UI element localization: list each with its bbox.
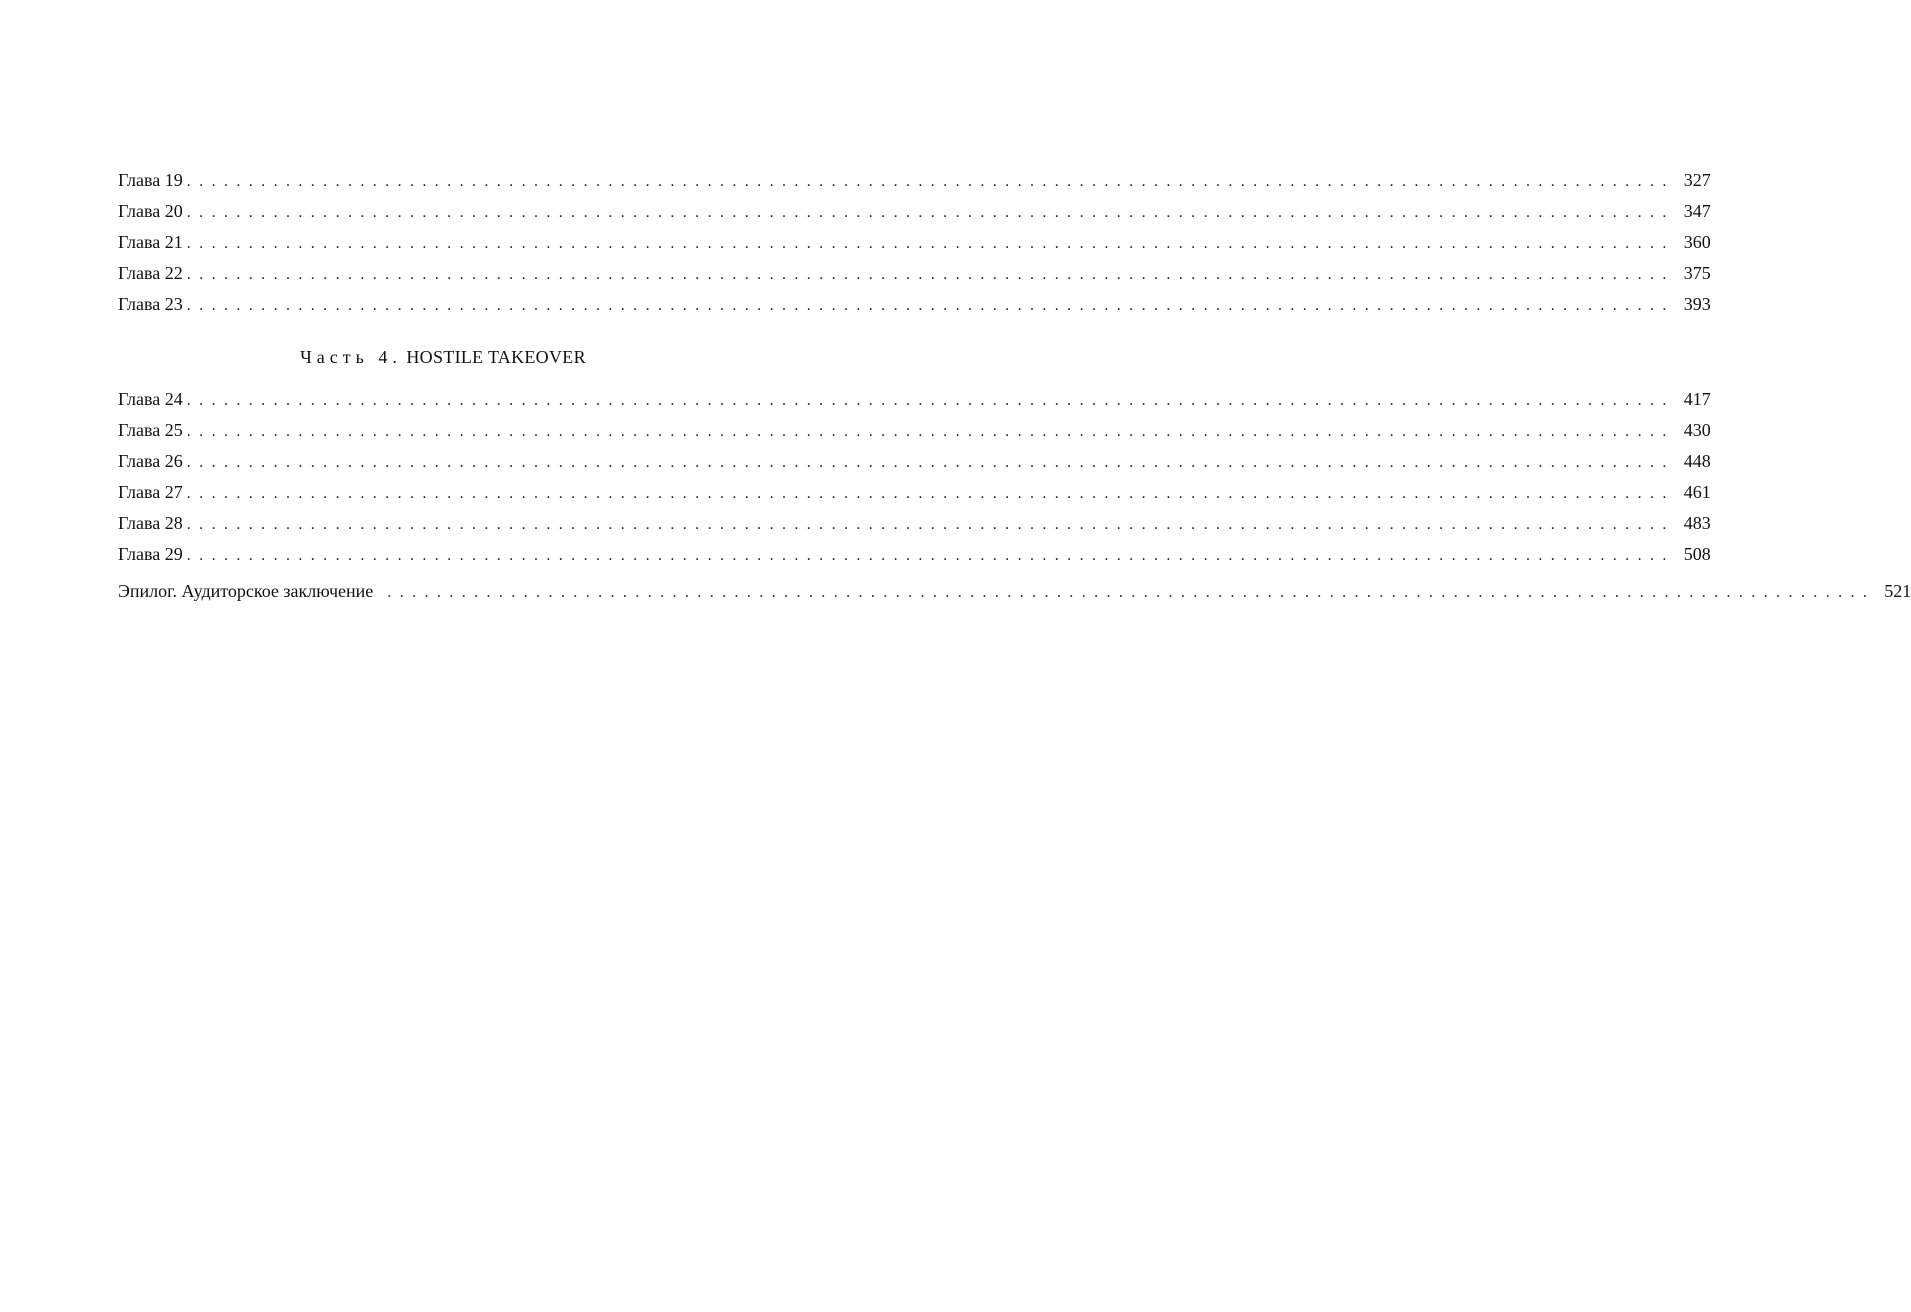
dot-leader: ........................................................................................................................ bbox=[186, 297, 1675, 314]
toc-entry-chapter-25 bbox=[118, 418, 1711, 449]
toc-entry-page-number: 375 bbox=[1683, 263, 1711, 283]
toc-entry-chapter-23 bbox=[118, 292, 1711, 323]
toc-entry-title: Глава 24 bbox=[118, 389, 183, 409]
toc-entry-chapter-27 bbox=[118, 480, 1711, 511]
toc-entry-chapter-28 bbox=[118, 511, 1711, 542]
toc-entry-page-number: 393 bbox=[1683, 294, 1711, 314]
toc-entry-title: Глава 26 bbox=[118, 451, 183, 471]
dot-leader: ........................................................................................................................ bbox=[186, 173, 1675, 190]
toc-entry-title: Глава 29 bbox=[118, 544, 183, 564]
toc-entry-chapter-24 bbox=[118, 387, 1711, 418]
toc-entry-title: Глава 19 bbox=[118, 170, 183, 190]
toc-entry-chapter-20 bbox=[118, 199, 1711, 230]
toc-entry-page-number: 417 bbox=[1683, 389, 1711, 409]
toc-entry-page-number: 448 bbox=[1683, 451, 1711, 471]
part-label: Часть 4. bbox=[300, 347, 402, 367]
toc-entry-page-number: 360 bbox=[1683, 232, 1711, 252]
toc-entry-title: Глава 25 bbox=[118, 420, 183, 440]
table-of-contents bbox=[118, 168, 1911, 610]
toc-entry-page-number: 521 bbox=[1884, 581, 1911, 601]
toc-entry-chapter-21 bbox=[118, 230, 1711, 261]
dot-leader: ........................................................................................................................ bbox=[186, 266, 1675, 283]
dot-leader: ........................................................................................................................ bbox=[186, 235, 1675, 252]
part-title: HOSTILE TAKEOVER bbox=[406, 347, 586, 367]
toc-entry-page-number: 483 bbox=[1683, 513, 1711, 533]
dot-leader: ........................................................................................................................ bbox=[186, 547, 1675, 564]
toc-entry-title: Глава 23 bbox=[118, 294, 183, 314]
toc-entry-chapter-22 bbox=[118, 261, 1711, 292]
toc-entry-title: Эпилог. Аудиторское заключение bbox=[118, 581, 374, 601]
part-heading bbox=[118, 345, 768, 369]
toc-entry-title: Глава 20 bbox=[118, 201, 183, 221]
toc-entry-page-number: 327 bbox=[1683, 170, 1711, 190]
dot-leader: ........................................................................................................................ bbox=[186, 516, 1675, 533]
dot-leader: ........................................................................................................................ bbox=[186, 485, 1675, 502]
toc-entry-page-number: 347 bbox=[1683, 201, 1711, 221]
toc-entry-page-number: 430 bbox=[1683, 420, 1711, 440]
toc-entry-page-number: 461 bbox=[1683, 482, 1711, 502]
toc-entry-chapter-26 bbox=[118, 449, 1711, 480]
toc-entry-title: Глава 28 bbox=[118, 513, 183, 533]
dot-leader: ........................................................................................................................ bbox=[186, 392, 1675, 409]
dot-leader: ........................................................................................................................ bbox=[387, 584, 1876, 601]
toc-entry-title: Глава 21 bbox=[118, 232, 183, 252]
toc-entry-title: Глава 27 bbox=[118, 482, 183, 502]
toc-entry-page-number: 508 bbox=[1683, 544, 1711, 564]
toc-entry-chapter-19 bbox=[118, 168, 1711, 199]
dot-leader: ........................................................................................................................ bbox=[186, 204, 1675, 221]
dot-leader: ........................................................................................................................ bbox=[186, 423, 1675, 440]
dot-leader: ........................................................................................................................ bbox=[186, 454, 1675, 471]
toc-entry-chapter-29 bbox=[118, 542, 1711, 573]
toc-entry-title: Глава 22 bbox=[118, 263, 183, 283]
toc-entry-epilogue bbox=[118, 579, 1911, 610]
